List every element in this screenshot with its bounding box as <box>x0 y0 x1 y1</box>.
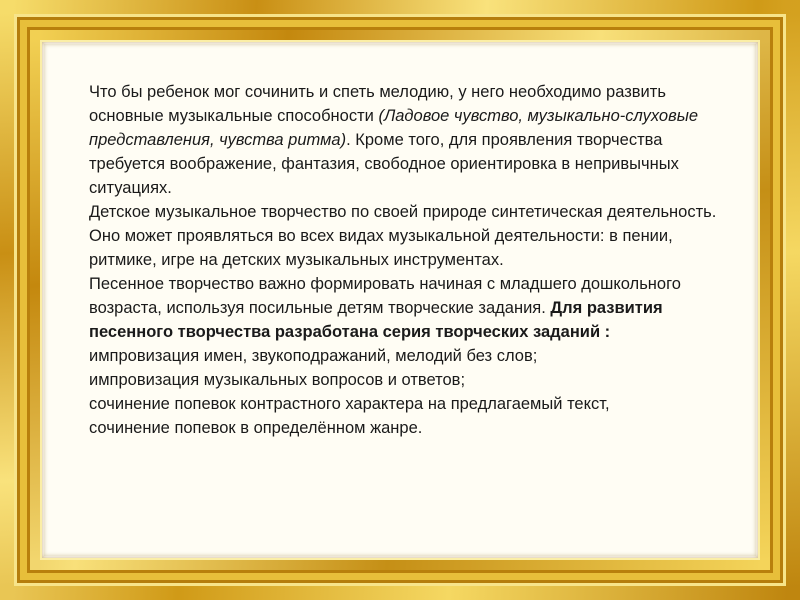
paragraph-song-creativity <box>89 272 729 344</box>
intro-text-b: . Кроме того, для проявления творчества требуется воображение, фантазия, свободное ориентировка в непривычных ситуациях. <box>89 131 679 197</box>
song-text: Песенное творчество важно формировать начиная с младшего дошкольного возраста, используя посильные детям творческие задания. <box>89 275 681 317</box>
song-bold-heading: Для развития песенного творчества разработана серия творческих заданий : <box>89 299 663 341</box>
list-item: импровизация имен, звукоподражаний, мелодий без слов; <box>89 347 538 365</box>
list-item: импровизация музыкальных вопросов и ответов; <box>89 371 466 389</box>
intro-text-a: Что бы ребенок мог сочинить и спеть мелодию, у него необходимо развить основные музыкальные способности <box>89 83 666 125</box>
list-item: сочинение попевок контрастного характера на предлагаемый текст, <box>89 395 610 413</box>
paragraph-intro <box>89 80 729 200</box>
intro-italic-abilities: (Ладовое чувство, музыкально-слуховые представления, чувства ритма) <box>89 107 699 149</box>
list-item: сочинение попевок в определённом жанре. <box>89 419 423 437</box>
slide-text <box>89 80 729 440</box>
paragraph-synthetic-activity: Детское музыкальное творчество по своей природе синтетическая деятельность. Оно может проявляться во всех видах музыкальной деятельности: в пении, ритмике, игре на детских музыкальных инструментах. <box>89 203 717 269</box>
